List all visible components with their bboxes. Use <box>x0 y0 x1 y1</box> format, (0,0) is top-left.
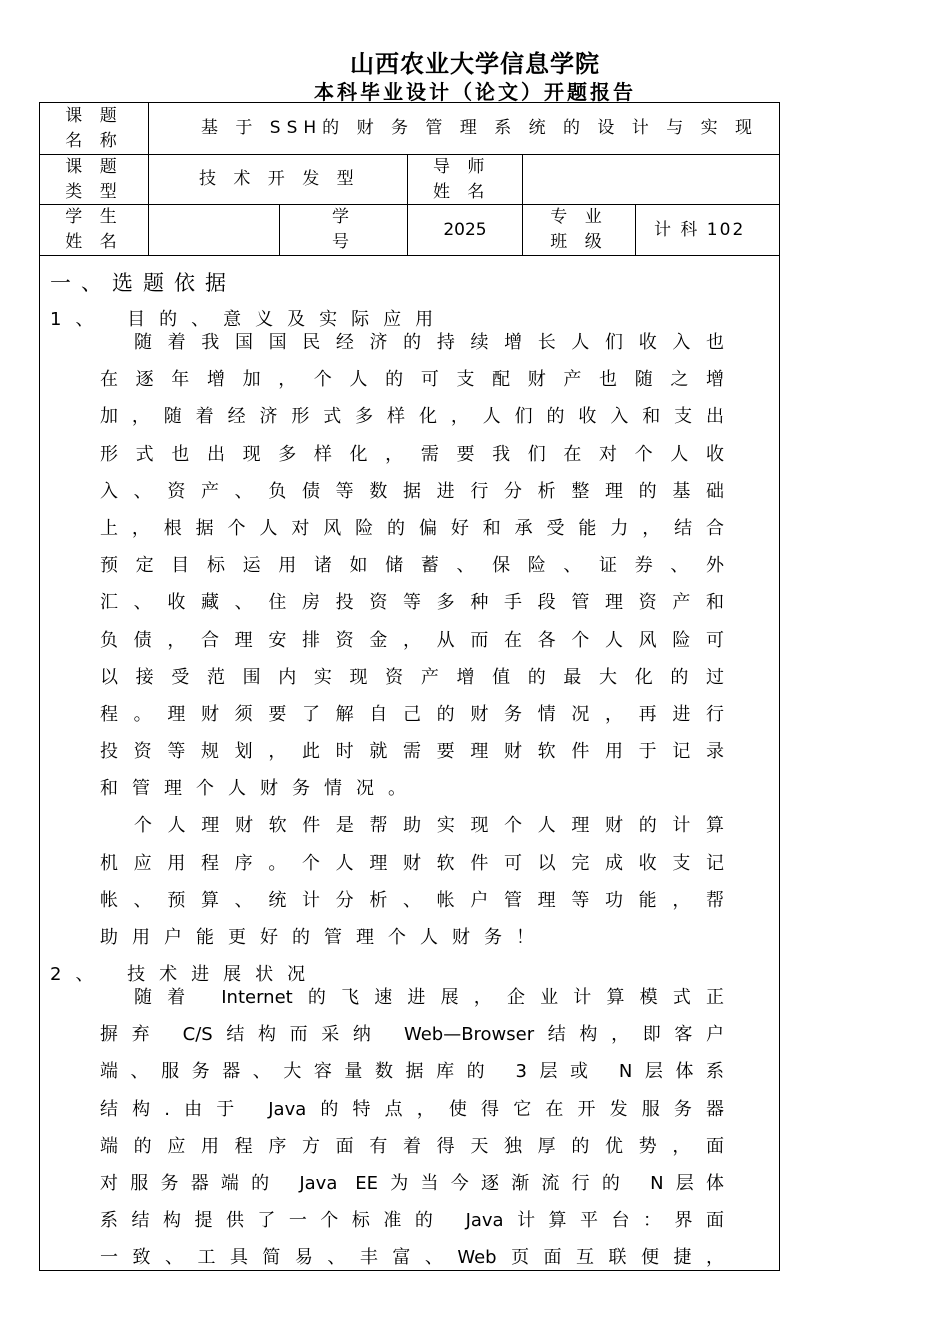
student-id-label: 学 号 <box>332 207 355 252</box>
paragraph-line: 对服务器端的 Java EE为当今逐渐流行的 N层体 <box>100 1172 724 1194</box>
row-divider <box>40 255 779 256</box>
paragraph-line: 投资等规划，此时就需要理财软件用于记录 <box>100 741 724 763</box>
paragraph-line: 摒弃 C/S结构而采纳 Web—Browser结构，即客户 <box>100 1024 724 1046</box>
item2-title: 2、 技术进展状况 <box>50 964 320 985</box>
paragraph-line: 个人理财软件是帮助实现个人理财的计算 <box>134 815 724 837</box>
paragraph-line: 和管理个人财务情况。 <box>100 778 420 800</box>
student-name-label: 学 生 姓 名 <box>65 207 123 252</box>
class-label: 专 业 班 级 <box>550 207 608 252</box>
topic-type-label: 课 题 类 型 <box>65 156 123 202</box>
paragraph-line: 系结构提供了一个标准的 Java计算平台：界面 <box>100 1210 724 1232</box>
paragraph-line: 负债，合理安排资金，从而在各个人风险可 <box>100 629 724 651</box>
paragraph-line: 入、资产、负债等数据进行分析整理的基础 <box>100 480 724 502</box>
student-id-value: 2025 <box>443 219 487 240</box>
form-frame <box>39 102 780 1271</box>
topic-name-label: 课 题 名 称 <box>65 105 123 151</box>
school-title: 山西农业大学信息学院 <box>350 49 600 78</box>
topic-name-value: 基 于 SSH的 财 务 管 理 系 统 的 设 计 与 实 现 <box>201 118 759 138</box>
report-title: 本科毕业设计（论文）开题报告 <box>314 80 636 104</box>
paragraph-line: 在逐年增加，个人的可支配财产也随之增 <box>100 369 724 391</box>
paragraph-line: 结构.由于 Java的特点，使得它在开发服务器 <box>100 1098 724 1120</box>
section-heading: 一、选题依据 <box>50 271 236 295</box>
paragraph-line: 预定目标运用诸如储蓄、保险、证券、外 <box>100 555 724 577</box>
item1-title: 1、 目的、意义及实际应用 <box>50 309 448 330</box>
paragraph-line: 端的应用程序方面有着得天独厚的优势，面 <box>100 1135 724 1157</box>
paragraph-line: 随着 Internet的飞速进展，企业计算模式正 <box>134 987 724 1008</box>
item1-paragraph <box>100 324 724 956</box>
paragraph-line: 程。理财须要了解自己的财务情况，再进行 <box>100 703 724 725</box>
advisor-label: 导 师 姓 名 <box>433 156 491 202</box>
paragraph-line: 以接受范围内实现资产增值的最大化的过 <box>100 666 724 688</box>
advisor-value <box>523 155 779 204</box>
paragraph-line: 助用户能更好的管理个人财务！ <box>100 927 548 948</box>
paragraph-line: 形式也出现多样化，需要我们在对个人收 <box>100 443 724 465</box>
item2-paragraph <box>100 979 724 1277</box>
paragraph-line: 随着我国国民经济的持续增长人们收入也 <box>134 332 724 353</box>
paragraph-line: 机应用程序。个人理财软件可以完成收支记 <box>100 852 724 874</box>
paragraph-line: 帐、预算、统计分析、帐户管理等功能，帮 <box>100 889 724 911</box>
class-value: 计 科 102 <box>654 219 746 240</box>
student-name-value <box>149 205 279 255</box>
paragraph-line: 一致、工具简易、丰富、Web页面互联便捷， <box>100 1247 724 1269</box>
paragraph-line: 汇、收藏、住房投资等多种手段管理资产和 <box>100 592 724 614</box>
paragraph-line: 端、服务器、大容量数据库的 3层或 N层体系 <box>100 1061 724 1083</box>
topic-type-value: 技 术 开 发 型 <box>199 169 360 189</box>
paragraph-line: 上，根据个人对风险的偏好和承受能力，结合 <box>100 517 724 539</box>
paragraph-line: 加，随着经济形式多样化，人们的收入和支出 <box>100 406 724 428</box>
